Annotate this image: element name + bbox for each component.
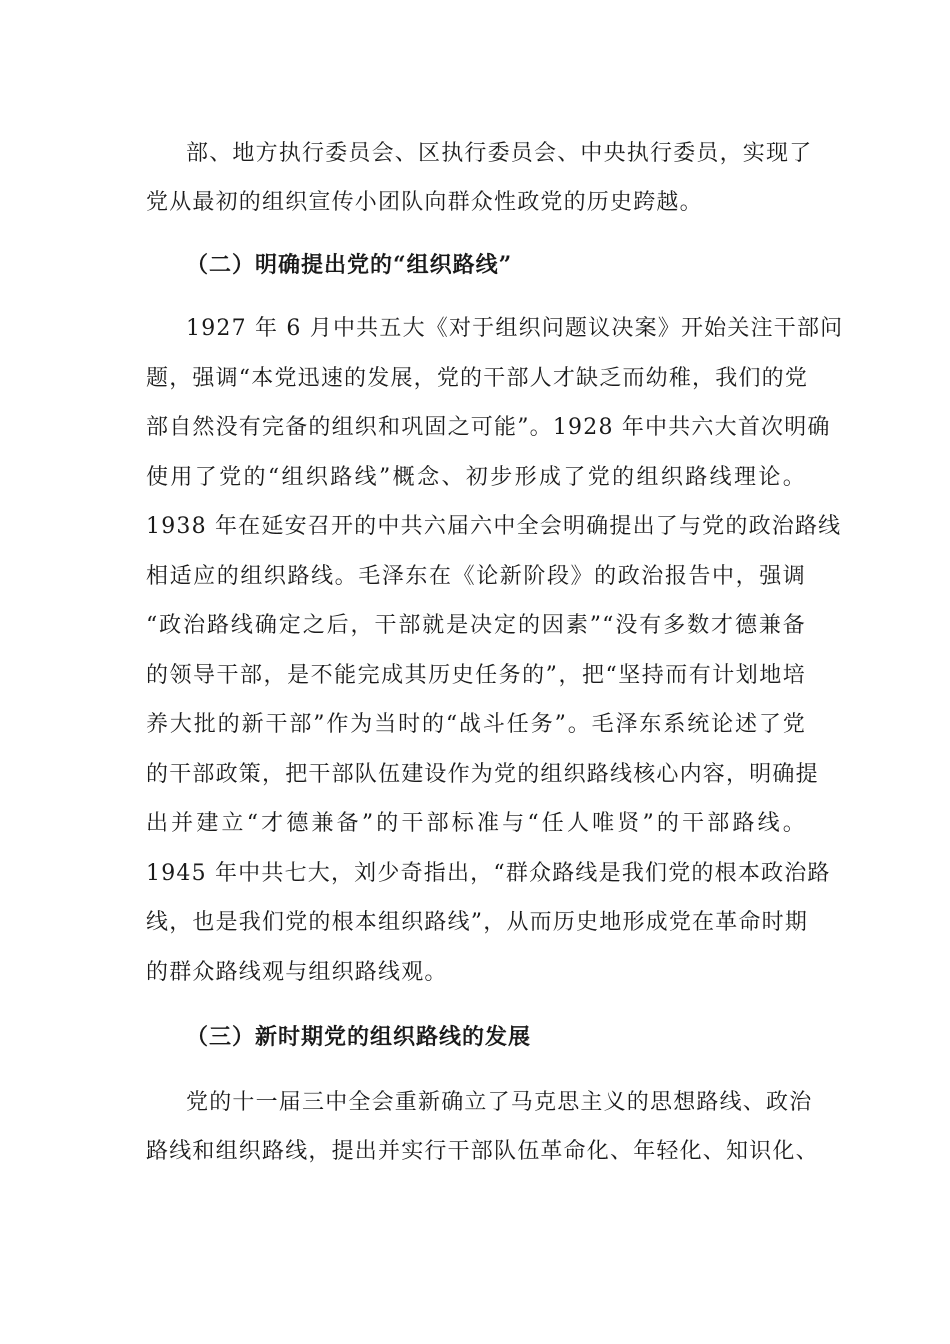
section-heading-2: （二）明确提出党的“组织路线” xyxy=(186,252,513,278)
paragraph-line: 的群众路线观与组织路线观。 xyxy=(146,960,448,985)
paragraph-line: 的干部政策，把干部队伍建设作为党的组织路线核心内容，明确提 xyxy=(146,762,819,787)
paragraph-line: 1938 年在延安召开的中共六届六中全会明确提出了与党的政治路线 xyxy=(146,514,842,539)
paragraph-line: 题，强调“本党迅速的发展，党的干部人才缺乏而幼稚，我们的党 xyxy=(146,366,809,391)
paragraph-line: 党从最初的组织宣传小团队向群众性政党的历史跨越。 xyxy=(146,190,703,215)
paragraph-line: 出并建立“才德兼备”的干部标准与“任人唯贤”的干部路线。 xyxy=(146,811,806,836)
paragraph-line: 使用了党的“组织路线”概念、初步形成了党的组织路线理论。 xyxy=(146,465,806,490)
section-heading-3: （三）新时期党的组织路线的发展 xyxy=(186,1024,532,1050)
paragraph-line: 部、地方执行委员会、区执行委员会、中央执行委员，实现了 xyxy=(186,141,813,166)
paragraph-line: 1927 年 6 月中共五大《对于组织问题议决案》开始关注干部问 xyxy=(186,316,844,341)
paragraph-line: 1945 年中共七大，刘少奇指出，“群众路线是我们党的根本政治路 xyxy=(146,861,831,886)
paragraph-line: 相适应的组织路线。毛泽东在《论新阶段》的政治报告中，强调 xyxy=(146,564,806,589)
paragraph-line: “政治路线确定之后，干部就是决定的因素”“没有多数才德兼备 xyxy=(146,613,806,638)
paragraph-line: 线，也是我们党的根本组织路线”，从而历史地形成党在革命时期 xyxy=(146,910,809,935)
paragraph-line: 路线和组织路线，提出并实行干部队伍革命化、年轻化、知识化、 xyxy=(146,1139,819,1164)
paragraph-line: 党的十一届三中全会重新确立了马克思主义的思想路线、政治 xyxy=(186,1090,813,1115)
paragraph-line: 部自然没有完备的组织和巩固之可能”。1928 年中共六大首次明确 xyxy=(146,415,831,440)
paragraph-line: 养大批的新干部”作为当时的“战斗任务”。毛泽东系统论述了党 xyxy=(146,712,806,737)
paragraph-line: 的领导干部，是不能完成其历史任务的”，把“坚持而有计划地培 xyxy=(146,663,806,688)
